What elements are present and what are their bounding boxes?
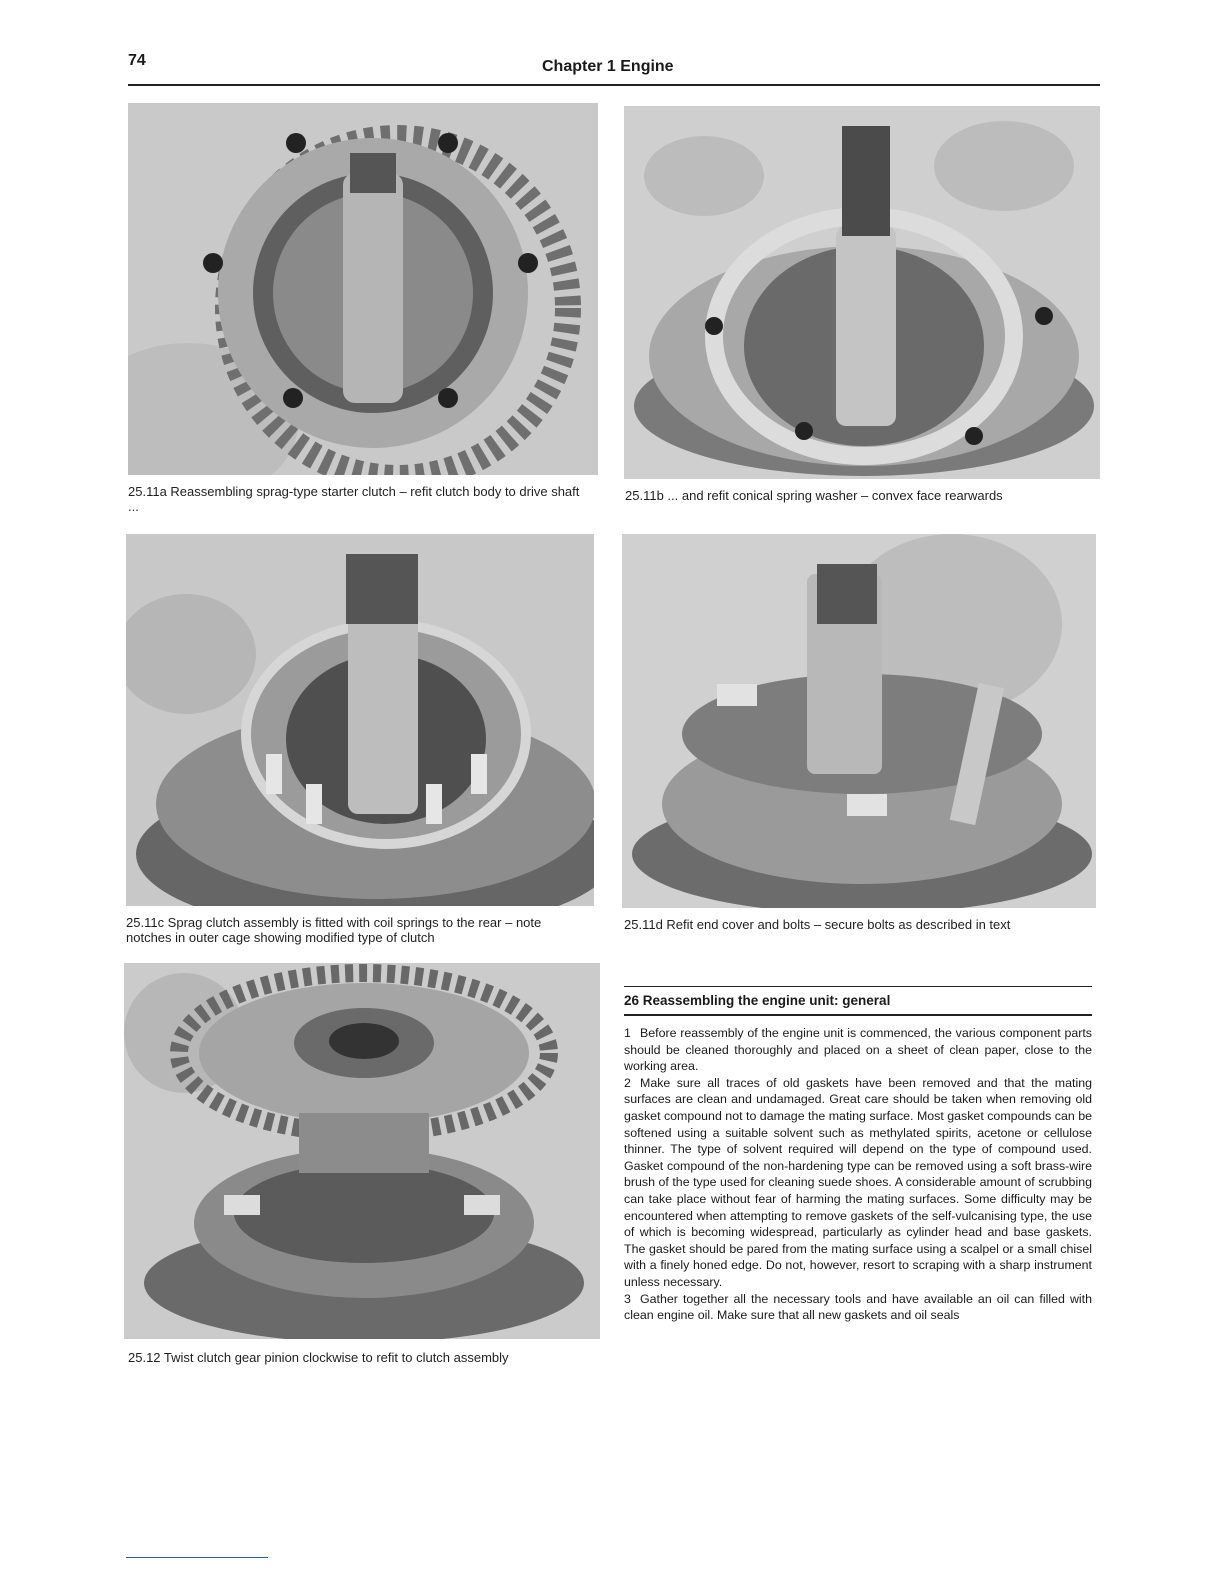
photo-clutch-gear-pinion [124, 963, 600, 1339]
paragraph-1: 1 Before reassembly of the engine unit is commenced, the various component parts should be cleaned thoroughly and placed on a sheet of clean paper, close to the working area. [624, 1026, 1092, 1074]
photo-end-cover-bolts [622, 534, 1096, 908]
caption-25-11b: 25.11b ... and refit conical spring washer – convex face rearwards [625, 488, 1003, 503]
header-rule [128, 84, 1100, 86]
paragraph-2: 2 Make sure all traces of old gaskets have been removed and that the mating surfaces are clean and undamaged. Great care should be taken when removing old gasket compound not to damage the mating surface. Most gasket compounds can be softened using a suitable solvent such as methylated spirits, acetone or cellulose thinner. The type of solvent required will depend on the type of compound used. Gasket compound of the non-hardening type can be removed using a soft brass-wire brush of the type used for cleaning suede shoes. A considerable amount of scrubbing can take place without fear of harming the mating surfaces. Some difficulty may be encountered when attempting to remove gaskets of the self-vulcanising type, the use of which is becoming widespread, particularly as cylinder head and base gaskets. The gasket should be pared from the mating surface using a scalpel or a small chisel with a finely honed edge. Do not, however, resort to scraping with a sharp instrument unless necessary. [624, 1075, 1092, 1289]
photo-sprag-assembly [126, 534, 594, 906]
caption-25-12: 25.12 Twist clutch gear pinion clockwise to refit to clutch assembly [128, 1350, 509, 1365]
photo-clutch-body [128, 103, 598, 475]
paragraph-3: 3 Gather together all the necessary tools and have available an oil can filled with clean engine oil. Make sure that all new gaskets and oil seals [624, 1291, 1092, 1323]
page-number: 74 [128, 52, 146, 69]
caption-25-11c: 25.11c Sprag clutch assembly is fitted with coil springs to the rear – note notches in outer cage showing modified type of clutch [126, 915, 542, 945]
page-header [128, 52, 1100, 86]
section-rule-top [624, 986, 1092, 987]
section-title: 26 Reassembling the engine unit: general [624, 993, 891, 1008]
caption-25-11d: 25.11d Refit end cover and bolts – secure bolts as described in text [624, 917, 1011, 932]
caption-25-11a: 25.11a Reassembling sprag-type starter clutch – refit clutch body to drive shaft ... [128, 484, 580, 514]
section-26 [624, 986, 1092, 1324]
section-rule-bottom [624, 1014, 1092, 1016]
footnote-rule [126, 1557, 268, 1558]
chapter-title: Chapter 1 Engine [542, 58, 674, 75]
photo-spring-washer [624, 106, 1100, 479]
